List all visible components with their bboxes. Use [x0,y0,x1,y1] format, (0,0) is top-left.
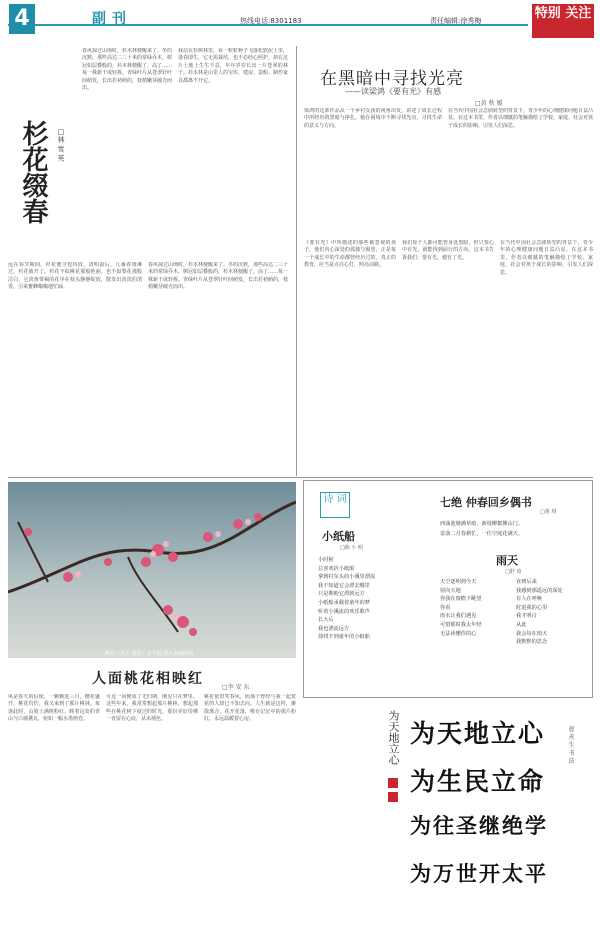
review-col4: 我们每个人都可能曾身处黑暗，但只要心中有光，就能找到前行的方向。这本书告诉我们：要有光，便有了光。 [402,240,494,261]
poem-line: 无法读懂你的心 [440,630,477,637]
poem3-lines-a [440,578,510,638]
page-number: 4 [9,4,35,34]
peach-article-title: 人面桃花相映红 [92,671,204,687]
review-title: 在黑暗中寻找光亮 [320,69,464,89]
blossom-illustration [8,482,296,658]
review-subtitle: ——读梁鸿《要有光》有感 [345,87,441,96]
horizontal-rule [8,477,593,478]
poem-line: 我也漂流远方 [318,625,350,632]
review-col2: 在当代中国社会急剧转型的背景下，青少年的心理健康问题日益凸显。在这本书里，作者以细腻的笔触描绘了学校、家庭、社会对孩子成长的影响，引发人们深思。 [448,108,593,129]
column-divider [296,46,297,476]
calligraphy-inscription: 为天地立心 [387,710,400,765]
poem-line: 我默默的思念 [516,639,548,646]
poem3-author: □舒 琦 [505,569,522,575]
poem1-lines [318,556,408,642]
bottom-col1: 风是春天的信使，一颗颗进三月，樱花盛开，桃花灼灼，我又来到了那片桃林。每逢此时，山坡上满树粉红，映着远处的青山与白墙黛瓦，宛如一幅水墨画卷。 [8,694,100,723]
poem-line: 从此 [516,621,527,628]
article-left-col2: 我站在杉树林里，看一粒粒种子飞落松软泥土里，逢春即生，它无需栽培，也不必经心照护，却在这片土地上生生不息，年年岁岁长出一片苍翠的林子。杉木林是山里人的宝库，建房、造船、制作家具都离不开它。 [178,48,288,84]
article-left-col4: 春风掠过山坳时，杉木林便醒来了。冬的沉默，那些高达二三十米的常绿乔木，树冠如层叠般的，杉木林便醒了，高了……每一株新干或轻拆。青绿叶片从苍翠针叶间萌发，长出若初萌的，枝梢嫩芽破壳而出。 [148,262,288,291]
article-left-col3: 远在春节期间，杉花便含苞待放，清明前后，几番春雨淋过，杉花就开了。杉花不似桃花那般艳丽，也不似梨花那般洁白，它淡黄带褐的花序在枝头静静绽放，散发出淡淡的清香，引来蜜蜂嗡嗡地忙碌。 [8,262,142,291]
calligraphy-line-4: 为万世开太平 [410,861,548,886]
poem-line: 只是期盼它漂到远方 [318,591,365,598]
poem2-author: □黄 琪 [540,509,557,515]
poem-line: 时进我的心里 [516,604,548,611]
poem-line: 总喜欢折小纸船 [318,565,355,572]
review-col3: 《要有光》中所描述的那些被忽视的孩子，他们内心深处的孤独与渴望，正是每一个成长中的生命都曾经历过的。真正的教育，应当是点亮心灯，照亮前路。 [304,240,396,269]
poetry-tag: 诗 词 [320,492,350,518]
section-logo: 特别 关注 [532,4,594,38]
poem-line: 我才明白 [516,613,537,620]
calligraphy-credit: 曹 善 生 书 法 [567,726,574,764]
hotline: 热线电话:8301183 [240,17,302,25]
poem-line: 小时候 [318,557,334,563]
review-col1: 梁鸿的这部作品从一个乡村女孩的视角出发，讲述了成长过程中所经历的黑暗与挣扎，她在困境中不断寻找光亮，寻找生命的意义与方向。 [304,108,442,129]
poem-line: 射向天地 [440,587,461,594]
bottom-col3: 桃花依旧笑春风，而那个曾经与我一起赏花的人却已不知去向。人生就是这样，聚散离合，花开花落，唯有记忆中的那片粉红，永远温暖着心房。 [204,694,296,723]
bottom-col2: 可这一回便成了无归期，刚见只在梦里。这些年来，我常常想起那片桃林，想起那些在桃花树下度过的时光，那份美好仿佛一直留在心底，从未褪色。 [106,694,198,723]
poem-line: 天空逐明到今天 [440,579,477,585]
seal-stamp [388,792,398,802]
calligraphy-line-1: 为天地立心 [410,719,546,748]
article-author: □林 雪 英 [57,128,65,162]
poem-line: 有人在呼唤 [516,596,542,603]
poem1-author: □陈 小 明 [340,545,363,551]
poem-line: 可惜那时我太年轻 [440,621,482,628]
seal-stamp [388,778,398,788]
poem2-line-2: 雷落二月春耕忙，一任空庭花满天。 [440,531,524,537]
poem-line: 拿到村东头的小溪里漂流 [318,574,376,581]
poem3-title: 雨天 [496,554,518,567]
article-left-col1: 春风掠过山坳时，杉木林便醒来了。冬的沉默，那些高达二三十米的常绿乔木，树冠如层叠般的，杉木林便醒了，高了……每一株新干或轻拆。青绿叶片从苍翠针叶间萌发，长出若初萌的，枝梢嫩芽破壳而出。 [82,48,172,92]
poem-line: 小纸船承载着童年的梦 [318,599,370,606]
responsible-editor: 责任编辑:徐秀梅 [430,17,482,25]
poem-line: 直到后来 [516,579,537,585]
poem2-title: 七绝 仲春回乡偶书 [440,496,532,509]
poem3-lines-b [516,578,586,647]
poem-line: 我会每在雨天 [516,630,548,637]
section-name: 副刊 [92,11,132,27]
poem-line: 你看 [440,604,451,611]
review-col5: 在当代中国社会急剧转型的背景下，青少年的心理健康问题日益凸显。在这本书里，作者以细腻的笔触描绘了学校、家庭、社会对孩子成长的影响，引发人们深思。 [500,240,593,276]
calligraphy-line-3: 为往圣继绝学 [410,813,548,838]
poem-line: 你我在窗檐下眺望 [440,596,482,603]
poem-line: 却找不到童年的小纸船 [318,634,370,641]
poem-line: 长大后 [318,617,334,624]
article-title: 杉花缀春 [18,120,48,224]
poem2-line-1: 西荡池塘满草痕，新枝柳絮拂山门。 [440,521,524,527]
peach-blossom-photo [8,482,296,658]
poem-line: 听着小溪流的欢乐歌声 [318,608,370,615]
calligraphy-line-2: 为生民立命 [410,767,546,796]
review-author: □黄 秋 媛 [475,100,503,107]
poem-line: 我感到那遥远的深处 [516,587,563,594]
poem-line: 我不知道它会漂去哪里 [318,582,370,589]
peach-article-author: □李 安 东 [222,684,250,691]
photo-caption: 桃花三月天 摄影：雷干福 图片来源网络 [105,651,194,657]
poem-line: 雨水让我们遇见 [440,613,477,620]
poem1-title: 小纸船 [322,530,355,543]
